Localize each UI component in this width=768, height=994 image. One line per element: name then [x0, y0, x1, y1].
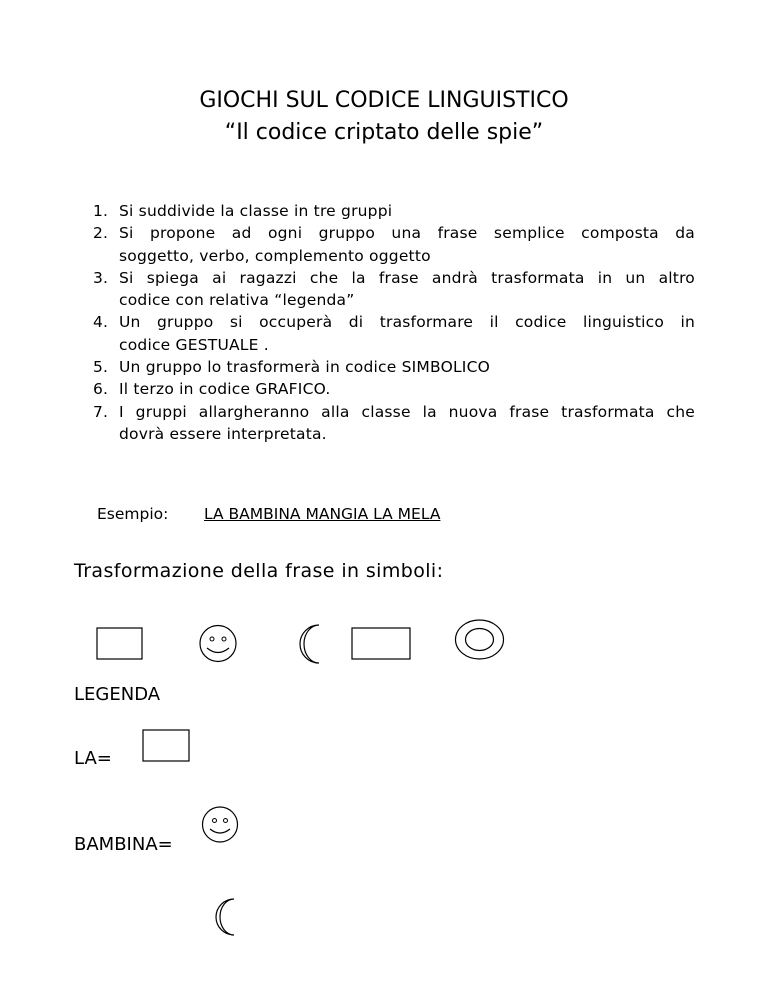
page-subtitle: “Il codice criptato delle spie” [224, 120, 544, 145]
list-item [93, 222, 695, 267]
legend-key-la: LA= [74, 748, 112, 769]
list-number: 6. [93, 380, 109, 399]
list-text: Si spiega ai ragazzi che la frase andrà trasformata in un altro [119, 268, 695, 287]
double-circle-icon [454, 619, 506, 661]
list-text: Un gruppo si occuperà di trasformare il codice linguistico in [119, 313, 695, 332]
list-number: 7. [93, 402, 109, 421]
list-text-continued: soggetto, verbo, complemento oggetto [119, 246, 431, 265]
list-item [93, 311, 695, 356]
list-number: 4. [93, 313, 109, 332]
list-text-continued: codice GESTUALE . [119, 335, 269, 354]
rectangle-icon [142, 729, 190, 763]
rectangle-icon [351, 627, 413, 661]
steps-list [93, 200, 695, 445]
list-item [93, 267, 695, 312]
list-text: Il terzo in codice GRAFICO. [119, 380, 331, 399]
list-text: Si propone ad ogni gruppo una frase semplice composta da [119, 224, 695, 243]
list-text: Un gruppo lo trasformerà in codice SIMBOLICO [119, 358, 490, 377]
list-item [93, 356, 695, 378]
crescent-moon-icon [295, 623, 325, 665]
legend-key-bambina: BAMBINA= [74, 834, 173, 855]
list-number: 5. [93, 358, 109, 377]
list-number: 3. [93, 268, 109, 287]
legend-title: LEGENDA [74, 684, 161, 705]
page-title: GIOCHI SUL CODICE LINGUISTICO [199, 88, 569, 113]
rectangle-icon [96, 627, 144, 661]
list-text: Si suddivide la classe in tre gruppi [119, 202, 393, 220]
list-number: 1. [93, 202, 109, 220]
list-item [93, 200, 695, 222]
list-number: 2. [93, 224, 109, 243]
list-text: I gruppi allargheranno alla classe la nuova frase trasformata che [119, 402, 695, 421]
list-text-continued: dovrà essere interpretata. [119, 424, 327, 443]
list-text-continued: codice con relativa “legenda” [119, 291, 355, 310]
section-heading: Trasformazione della frase in simboli: [74, 560, 444, 582]
list-item [93, 378, 695, 400]
example-label: Esempio: [97, 505, 169, 523]
crescent-moon-icon [210, 897, 240, 937]
smiley-icon [197, 624, 241, 664]
smiley-icon [201, 806, 241, 844]
list-item [93, 401, 695, 446]
example-sentence: LA BAMBINA MANGIA LA MELA [204, 505, 441, 523]
